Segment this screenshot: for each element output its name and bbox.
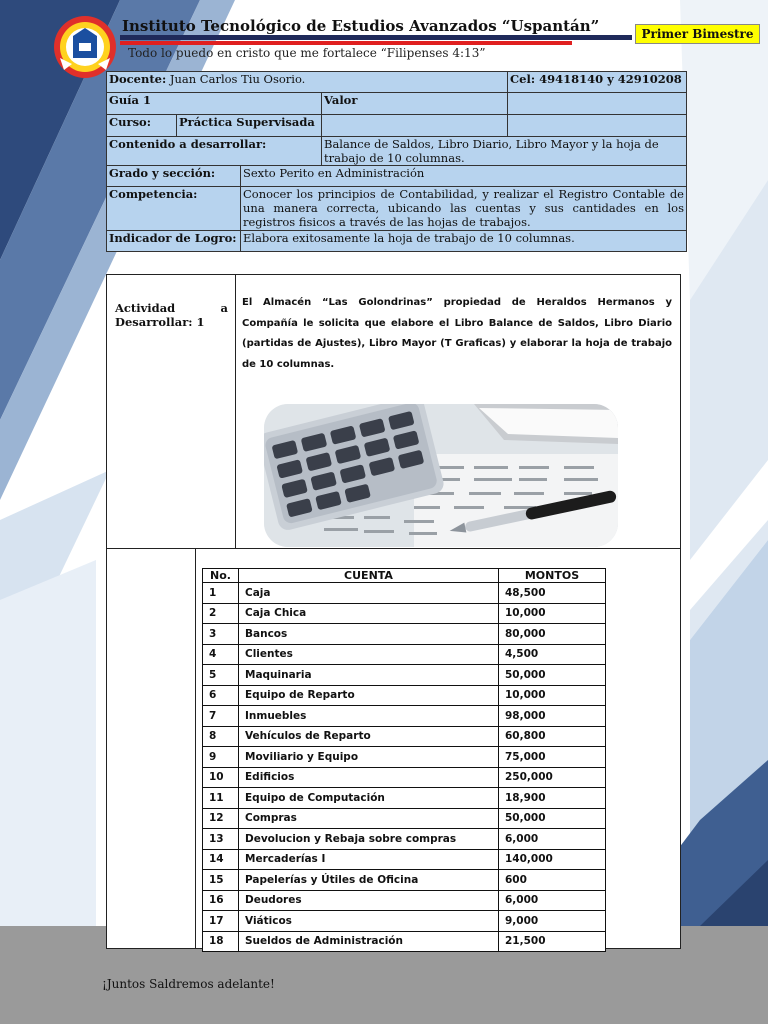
account-name: Bancos [239,624,499,645]
account-amount: 10,000 [499,685,606,706]
table-row [203,911,606,932]
account-name: Deudores [239,890,499,911]
activity-label-word: Actividad [115,301,176,315]
account-amount: 250,000 [499,767,606,788]
course-info-table [106,71,687,252]
docente-label: Docente: [109,72,167,86]
table-row [203,767,606,788]
account-amount: 140,000 [499,849,606,870]
motto: Todo lo puedo en cristo que me fortalece “Filipenses 4:13” [128,46,486,60]
account-name: Caja [239,583,499,604]
account-name: Edificios [239,767,499,788]
table-row [203,829,606,850]
footer-slogan: ¡Juntos Saldremos adelante! [102,977,275,991]
account-name: Inmuebles [239,706,499,727]
curso-blank-cell [322,115,508,137]
account-number: 17 [203,911,239,932]
guia-cell: Guía 1 [107,93,322,115]
account-name: Equipo de Computación [239,788,499,809]
account-number: 5 [203,665,239,686]
header-bar-blue [120,35,632,40]
account-name: Viáticos [239,911,499,932]
account-amount: 60,800 [499,726,606,747]
table-row [203,603,606,624]
account-number: 2 [203,603,239,624]
account-number: 12 [203,808,239,829]
account-number: 3 [203,624,239,645]
account-amount: 9,000 [499,911,606,932]
activity-description: El Almacén “Las Golondrinas” propiedad de Heraldos Hermanos y Compañía le solicita que elabore el Libro Balance de Saldos, Libro Diario (partidas de Ajustes), Libro Mayor (T Graficas) y elaborar la hoja de trabajo de 10 columnas. [242,297,672,370]
account-number: 16 [203,890,239,911]
column-header: No. [203,569,239,583]
account-name: Mercaderías I [239,849,499,870]
account-name: Sueldos de Administración [239,931,499,952]
bimestre-badge: Primer Bimestre [635,24,760,44]
accounts-table [202,568,606,952]
curso-blank-cell-2 [508,115,687,137]
grado-label: Grado y sección: [107,166,241,187]
account-number: 1 [203,583,239,604]
account-amount: 48,500 [499,583,606,604]
account-number: 14 [203,849,239,870]
activity-label-line2: Desarrollar: 1 [115,315,205,329]
account-number: 8 [203,726,239,747]
account-name: Vehículos de Reparto [239,726,499,747]
table-row [203,706,606,727]
curso-value: Práctica Supervisada [177,115,322,137]
account-name: Papelerías y Útiles de Oficina [239,870,499,891]
account-number: 4 [203,644,239,665]
table-row [203,849,606,870]
account-amount: 6,000 [499,829,606,850]
column-header: CUENTA [239,569,499,583]
valor-value-cell [508,93,687,115]
account-amount: 21,500 [499,931,606,952]
account-number: 13 [203,829,239,850]
account-number: 7 [203,706,239,727]
cel-cell: Cel: 49418140 y 42910208 [508,72,687,93]
account-number: 9 [203,747,239,768]
account-number: 10 [203,767,239,788]
indicador-value: Elabora exitosamente la hoja de trabajo de 10 columnas. [241,231,687,252]
table-row [203,808,606,829]
table-row [203,685,606,706]
account-amount: 600 [499,870,606,891]
table-row [203,788,606,809]
institute-name: Instituto Tecnológico de Estudios Avanzados “Uspantán” [122,17,600,35]
column-header: MONTOS [499,569,606,583]
account-name: Maquinaria [239,665,499,686]
competencia-label: Competencia: [107,187,241,231]
table-row [203,644,606,665]
divider [195,548,196,948]
table-row [203,931,606,952]
account-number: 11 [203,788,239,809]
table-row [203,747,606,768]
header-bar-red [120,41,572,45]
account-amount: 80,000 [499,624,606,645]
account-amount: 75,000 [499,747,606,768]
table-row [203,890,606,911]
activity-label [115,301,228,329]
table-row [203,726,606,747]
account-name: Caja Chica [239,603,499,624]
activity-label-word: a [220,301,228,315]
account-name: Compras [239,808,499,829]
account-name: Devolucion y Rebaja sobre compras [239,829,499,850]
contenido-label: Contenido a desarrollar: [107,137,322,166]
divider [107,548,680,549]
table-row [203,583,606,604]
accounts-table-body [203,583,606,952]
docente-cell [107,72,508,93]
calculator-photo [264,404,618,547]
account-amount: 50,000 [499,665,606,686]
account-name: Equipo de Reparto [239,685,499,706]
table-row [203,870,606,891]
account-amount: 18,900 [499,788,606,809]
account-name: Clientes [239,644,499,665]
account-number: 6 [203,685,239,706]
account-number: 15 [203,870,239,891]
contenido-value: Balance de Saldos, Libro Diario, Libro Mayor y la hoja de trabajo de 10 columnas. [322,137,687,166]
account-amount: 6,000 [499,890,606,911]
curso-label: Curso: [107,115,177,137]
table-row [203,665,606,686]
docente-value: Juan Carlos Tiu Osorio. [169,72,306,86]
account-amount: 4,500 [499,644,606,665]
competencia-value: Conocer los principios de Contabilidad, y realizar el Registro Contable de una manera correcta, ubicando las cuentas y sus cantidades en los registros fisicos a través de las hojas de trabajos. [241,187,687,231]
grado-value: Sexto Perito en Administración [241,166,687,187]
account-amount: 10,000 [499,603,606,624]
account-amount: 98,000 [499,706,606,727]
valor-cell: Valor [322,93,508,115]
account-number: 18 [203,931,239,952]
account-amount: 50,000 [499,808,606,829]
divider [235,275,236,548]
table-row [203,624,606,645]
indicador-label: Indicador de Logro: [107,231,241,252]
account-name: Moviliario y Equipo [239,747,499,768]
